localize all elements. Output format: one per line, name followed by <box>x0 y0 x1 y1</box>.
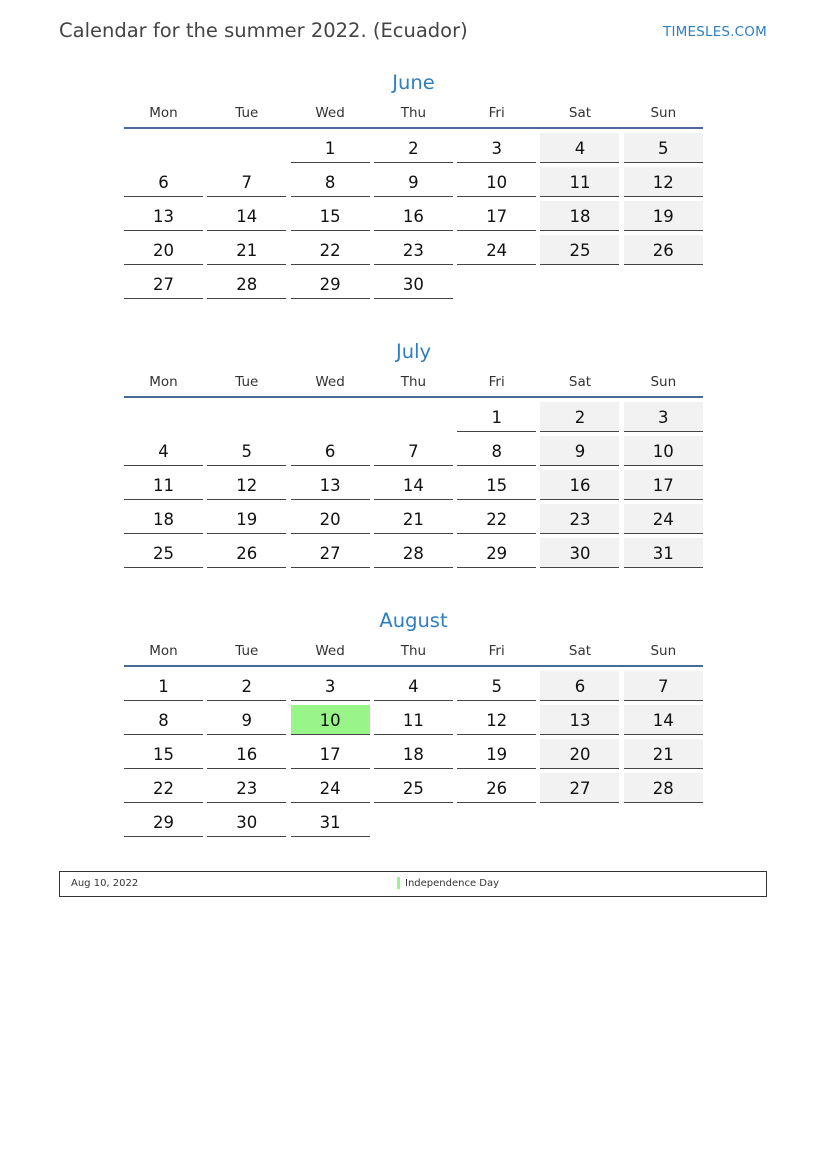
day-cell[interactable]: 11 <box>124 470 203 500</box>
day-cell[interactable]: 30 <box>374 269 453 299</box>
day-cell[interactable]: 27 <box>124 269 203 299</box>
legend-date: Aug 10, 2022 <box>71 878 139 889</box>
day-cell[interactable]: 24 <box>457 235 536 265</box>
day-cell[interactable]: 18 <box>374 739 453 769</box>
day-cell[interactable]: 13 <box>124 201 203 231</box>
weekday-label: Fri <box>488 374 505 390</box>
day-cell[interactable]: 22 <box>124 773 203 803</box>
weekday-label: Sat <box>568 105 592 121</box>
day-cell[interactable]: 4 <box>124 436 203 466</box>
day-cell[interactable]: 9 <box>374 167 453 197</box>
day-cell[interactable]: 15 <box>291 201 370 231</box>
day-cell[interactable]: 29 <box>457 538 536 568</box>
day-cell[interactable]: 31 <box>624 538 703 568</box>
day-cell[interactable]: 28 <box>207 269 286 299</box>
day-cell[interactable]: 28 <box>374 538 453 568</box>
day-cell[interactable]: 20 <box>540 739 619 769</box>
day-cell[interactable]: 14 <box>374 470 453 500</box>
day-cell[interactable]: 27 <box>291 538 370 568</box>
day-cell[interactable]: 21 <box>207 235 286 265</box>
day-cell[interactable]: 22 <box>291 235 370 265</box>
day-cell[interactable]: 22 <box>457 504 536 534</box>
day-cell[interactable]: 3 <box>291 671 370 701</box>
empty-cell <box>207 133 286 163</box>
empty-cell <box>291 402 370 432</box>
day-cell[interactable]: 31 <box>291 807 370 837</box>
month-title: June <box>392 71 435 94</box>
day-cell[interactable]: 18 <box>124 504 203 534</box>
weekday-label: Tue <box>235 105 259 121</box>
day-cell[interactable]: 3 <box>457 133 536 163</box>
day-cell[interactable]: 16 <box>374 201 453 231</box>
weekday-label: Sat <box>568 374 592 390</box>
legend-holiday-name: Independence Day <box>405 878 500 889</box>
day-cell[interactable]: 1 <box>291 133 370 163</box>
day-cell[interactable]: 20 <box>291 504 370 534</box>
day-cell[interactable]: 29 <box>291 269 370 299</box>
day-cell[interactable]: 24 <box>624 504 703 534</box>
day-cell[interactable]: 21 <box>624 739 703 769</box>
day-cell[interactable]: 7 <box>624 671 703 701</box>
day-cell[interactable]: 15 <box>124 739 203 769</box>
day-cell[interactable]: 25 <box>374 773 453 803</box>
weekday-label: Thu <box>400 374 427 390</box>
day-cell[interactable]: 16 <box>207 739 286 769</box>
day-cell[interactable]: 1 <box>457 402 536 432</box>
day-cell[interactable]: 17 <box>457 201 536 231</box>
day-cell[interactable]: 25 <box>540 235 619 265</box>
day-cell[interactable]: 23 <box>540 504 619 534</box>
day-cell[interactable]: 6 <box>540 671 619 701</box>
day-cell[interactable]: 23 <box>374 235 453 265</box>
day-cell[interactable]: 12 <box>457 705 536 735</box>
day-cell[interactable]: 5 <box>457 671 536 701</box>
weekday-label: Mon <box>149 105 178 121</box>
day-cell[interactable]: 4 <box>374 671 453 701</box>
day-cell[interactable]: 30 <box>207 807 286 837</box>
weekday-label: Thu <box>400 643 427 659</box>
month-june <box>124 65 703 299</box>
day-cell[interactable]: 14 <box>207 201 286 231</box>
day-cell[interactable]: 11 <box>374 705 453 735</box>
weekday-label: Wed <box>315 105 345 121</box>
holiday-day-cell[interactable]: 10 <box>291 705 370 735</box>
day-cell[interactable]: 8 <box>457 436 536 466</box>
day-cell[interactable]: 26 <box>457 773 536 803</box>
empty-cell <box>207 402 286 432</box>
day-cell[interactable]: 18 <box>540 201 619 231</box>
day-cell[interactable]: 2 <box>207 671 286 701</box>
day-cell[interactable]: 5 <box>624 133 703 163</box>
holiday-legend <box>59 871 767 897</box>
day-cell[interactable]: 9 <box>540 436 619 466</box>
day-cell[interactable]: 13 <box>540 705 619 735</box>
day-cell[interactable]: 7 <box>207 167 286 197</box>
day-grid <box>124 402 703 568</box>
month-title: August <box>379 609 448 632</box>
weekday-header-row <box>124 101 703 129</box>
day-cell[interactable]: 28 <box>624 773 703 803</box>
weekday-label: Tue <box>235 374 259 390</box>
empty-cell <box>124 402 203 432</box>
weekday-label: Sun <box>650 643 677 659</box>
weekday-label: Fri <box>488 643 505 659</box>
day-grid <box>124 133 703 299</box>
day-cell[interactable]: 24 <box>291 773 370 803</box>
day-cell[interactable]: 11 <box>540 167 619 197</box>
day-cell[interactable]: 17 <box>291 739 370 769</box>
day-cell[interactable]: 12 <box>624 167 703 197</box>
day-cell[interactable]: 2 <box>540 402 619 432</box>
day-cell[interactable]: 26 <box>207 538 286 568</box>
day-cell[interactable]: 12 <box>207 470 286 500</box>
day-cell[interactable]: 4 <box>540 133 619 163</box>
day-cell[interactable]: 2 <box>374 133 453 163</box>
site-link[interactable]: TIMESLES.COM <box>663 24 767 40</box>
holiday-color-marker <box>397 877 400 889</box>
weekday-header-row <box>124 370 703 398</box>
day-cell[interactable]: 30 <box>540 538 619 568</box>
day-cell[interactable]: 15 <box>457 470 536 500</box>
day-cell[interactable]: 23 <box>207 773 286 803</box>
day-cell[interactable]: 17 <box>624 470 703 500</box>
day-cell[interactable]: 3 <box>624 402 703 432</box>
day-cell[interactable]: 10 <box>624 436 703 466</box>
weekday-header-row <box>124 639 703 667</box>
day-cell[interactable]: 8 <box>124 705 203 735</box>
weekday-label: Sun <box>650 374 677 390</box>
empty-cell <box>374 402 453 432</box>
day-cell[interactable]: 16 <box>540 470 619 500</box>
day-cell[interactable]: 25 <box>124 538 203 568</box>
day-cell[interactable]: 6 <box>291 436 370 466</box>
day-cell[interactable]: 26 <box>624 235 703 265</box>
weekday-label: Thu <box>400 105 427 121</box>
day-cell[interactable]: 19 <box>207 504 286 534</box>
day-cell[interactable]: 9 <box>207 705 286 735</box>
day-cell[interactable]: 8 <box>291 167 370 197</box>
day-cell[interactable]: 7 <box>374 436 453 466</box>
empty-cell <box>124 133 203 163</box>
day-grid <box>124 671 703 837</box>
day-cell[interactable]: 27 <box>540 773 619 803</box>
day-cell[interactable]: 13 <box>291 470 370 500</box>
weekday-label: Wed <box>315 374 345 390</box>
month-title: July <box>395 340 432 363</box>
month-august <box>124 603 703 837</box>
day-cell[interactable]: 19 <box>624 201 703 231</box>
weekday-label: Fri <box>488 105 505 121</box>
day-cell[interactable]: 1 <box>124 671 203 701</box>
month-july <box>124 334 703 568</box>
weekday-label: Wed <box>315 643 345 659</box>
day-cell[interactable]: 21 <box>374 504 453 534</box>
page-title: Calendar for the summer 2022. (Ecuador) <box>59 19 468 42</box>
day-cell[interactable]: 19 <box>457 739 536 769</box>
weekday-label: Tue <box>235 643 259 659</box>
day-cell[interactable]: 10 <box>457 167 536 197</box>
weekday-label: Mon <box>149 643 178 659</box>
day-cell[interactable]: 14 <box>624 705 703 735</box>
weekday-label: Sat <box>568 643 592 659</box>
day-cell[interactable]: 29 <box>124 807 203 837</box>
day-cell[interactable]: 6 <box>124 167 203 197</box>
day-cell[interactable]: 20 <box>124 235 203 265</box>
weekday-label: Sun <box>650 105 677 121</box>
weekday-label: Mon <box>149 374 178 390</box>
day-cell[interactable]: 5 <box>207 436 286 466</box>
